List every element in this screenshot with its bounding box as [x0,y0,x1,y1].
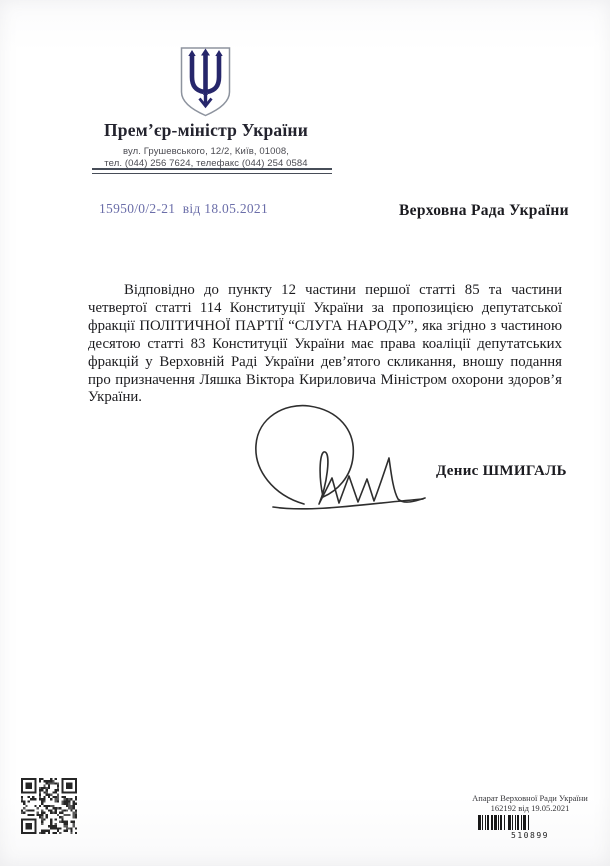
stamp-entry: 162192 від 19.05.2021 [490,802,570,813]
sender-title: Прем’єр-міністр України [104,120,308,140]
body-line: Відповідно до пункту 12 частини першої статті 85 та частини [124,282,562,298]
body-line: фракцій у Верховній Раді України дев’ятого скликання, вношу подання [88,353,562,370]
barcode-number: 510899 [511,831,549,840]
letter-body [88,282,562,407]
sender-address [46,146,366,169]
ukraine-trident-emblem-icon [178,46,233,118]
registration-barcode-stamp [455,794,605,841]
body-line: четвертої статті 114 Конституції України за пропозицією депутатської [88,299,562,316]
address-line-1: вул. Грушевського, 12/2, Київ, 01008, [123,146,289,157]
body-line: про призначення Ляшка Віктора Кириловича Міністром охорони здоров’я [88,371,562,388]
body-line: десятою статті 83 Конституції України має права коаліції депутатських [88,335,562,352]
signer-name: Денис ШМИГАЛЬ [436,463,567,479]
qr-code [21,778,77,834]
body-line: України. [88,389,142,406]
letterhead-divider [92,168,332,174]
stamp-org: Апарат Верховної Ради України [472,793,588,803]
body-line: фракції ПОЛІТИЧНОЇ ПАРТІЇ “СЛУГА НАРОДУ”, яка згідно з частиною [88,317,562,334]
handwritten-signature [247,400,435,518]
address-line-2: тел. (044) 256 7624, телефакс (044) 254 0584 [104,157,308,169]
registration-number-stamp: 15950/0/2-21 від 18.05.2021 [99,201,269,216]
addressee: Верховна Рада України [399,202,569,219]
barcode [478,815,582,830]
